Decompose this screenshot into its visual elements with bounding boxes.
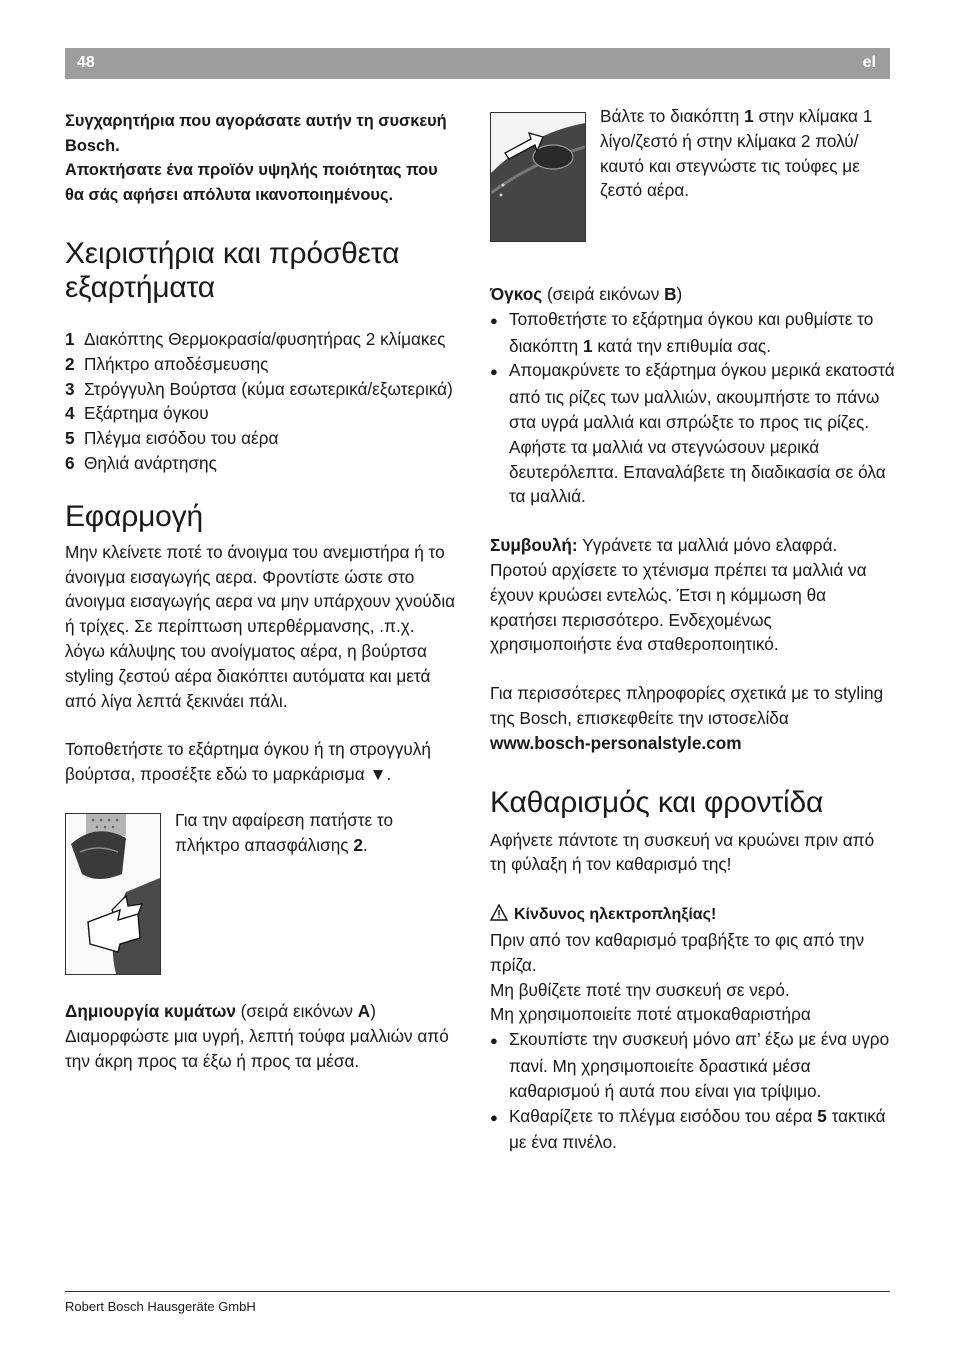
page-number: 48	[77, 54, 95, 71]
list-item: 5 Πλέγμα εισόδου του αέρα	[65, 428, 279, 449]
waves-paragraph: Δημιουργία κυμάτων (σειρά εικόνων A) Διαμορφώστε μια υγρή, λεπτή τούφα μαλλιών από την άκρη προς τα έξω ή προς τα μέσα.	[65, 1000, 449, 1071]
danger-line-2: Μη βυθίζετε ποτέ την συσκευή σε νερό.	[490, 979, 790, 1000]
list-item: ● Καθαρίζετε το πλέγμα εισόδου του αέρα 5 τακτικά με ένα πινέλο.	[490, 1105, 886, 1153]
volume-heading: Όγκος (σειρά εικόνων B)	[490, 284, 683, 304]
bullet-icon: ●	[490, 364, 498, 380]
danger-heading	[490, 901, 895, 928]
danger-title: Κίνδυνος ηλεκτροπληξίας!	[514, 906, 717, 924]
bullet-icon: ●	[490, 1109, 498, 1125]
list-item: 2 Πλήκτρο αποδέσμευσης	[65, 353, 269, 374]
switch-figure-row	[490, 106, 895, 242]
list-item: 6 Θηλιά ανάρτησης	[65, 452, 217, 473]
bullet-icon: ●	[490, 1033, 498, 1049]
danger-line-3: Μη χρησιμοποιείτε ποτέ ατμοκαθαριστήρα	[490, 1004, 811, 1025]
controls-list	[65, 327, 458, 476]
warning-triangle-icon	[490, 903, 508, 928]
list-item: ● Σκουπίστε την συσκευή μόνο απ’ έξω με ένα υγρο πανί. Μη χρησιμοποιείτε δραστικά μέσα καθαρισμού ή αυτά που είναι για τρίψιμο.	[490, 1029, 890, 1101]
right-column	[490, 106, 895, 1155]
application-paragraph-1: Μην κλείνετε ποτέ το άνοιγμα του ανεμιστήρα ή το άνοιγμα εισαγωγής αερα. Φροντίστε ώστε στο άνοιγμα εισαγωγής αερα να μην υπάρχουν χνούδια ή τρίχες. Σε περίπτωση υπερθέρμανσης, .π.χ. λόγω κάλυψης του ανοίγματος αέρα, η βούρτσα styling ζεστού αέρα διακόπτει αυτόματα και μετά από λίγα λεπτά ξεκινάει πάλι.	[65, 541, 456, 711]
switch-instruction: Βάλτε το διακόπτη 1 στην κλίμακα 1 λίγο/ζεστό ή στην κλίμακα 2 πολύ/καυτό και στεγνώστε τις τούφες με ζεστό αέρα.	[600, 106, 873, 201]
application-paragraph-2: Τοποθετήστε το εξάρτημα όγκου ή τη στρογγυλή βούρτσα, προσέξτε εδώ το μαρκάρισμα ▼.	[65, 739, 431, 785]
page-footer	[65, 1291, 890, 1314]
tip-paragraph: Συμβουλή: Υγράνετε τα μαλλιά μόνο ελαφρά. Προτού αρχίσετε το χτένισμα πρέπει τα μαλλιά να έχουν κρυώσει εντελώς. Έτσι η κόμμωση θα κρατήσει περισσότερο. Ενδεχομένως χρησιμοποιήστε ένα σταθεροποιητικό.	[490, 535, 867, 655]
waves-title: Δημιουργία κυμάτων	[65, 1000, 236, 1021]
cleaning-paragraph: Αφήνετε πάντοτε τη συσκευή να κρυώνει πριν από τη φύλαξη ή τον καθαρισμό της!	[490, 829, 875, 875]
removal-instruction: Για την αφαίρεση πατήστε το πλήκτρο απασφάλισης 2.	[175, 809, 394, 855]
application-heading: Εφαρμογή	[65, 499, 203, 533]
left-column	[65, 109, 458, 1073]
tip-label: Συμβουλή:	[490, 535, 578, 556]
bullet-icon: ●	[490, 312, 498, 328]
list-item: 1 Διακόπτης Θερμοκρασία/φυσητήρας 2 κλίμακες	[65, 329, 446, 349]
switch-illustration	[490, 112, 586, 242]
website-link[interactable]: www.bosch-personalstyle.com	[490, 732, 742, 753]
footer-company: Robert Bosch Hausgeräte GmbH	[65, 1299, 256, 1314]
controls-heading: Χειριστήρια και πρόσθετα εξαρτήματα	[65, 237, 400, 304]
cleaning-list	[490, 1027, 895, 1155]
danger-line-1: Πριν από τον καθαρισμό τραβήξτε το φις από την πρίζα.	[490, 929, 865, 975]
removal-figure-row	[65, 809, 458, 975]
language-code: el	[862, 54, 876, 71]
page-header-bar	[65, 48, 890, 79]
cleaning-heading: Καθαρισμός και φροντίδα	[490, 785, 824, 819]
intro-line-1: Συγχαρητήρια που αγοράσατε αυτήν τη συσκευή Bosch.	[65, 112, 447, 155]
removal-illustration	[65, 813, 161, 975]
list-item: 4 Εξάρτημα όγκου	[65, 403, 209, 424]
list-item: 3 Στρόγγυλη Βούρτσα (κύμα εσωτερικά/εξωτερικά)	[65, 378, 453, 399]
intro-line-2: Αποκτήσατε ένα προϊόν υψηλής ποιότητας που θα σάς αφήσει απόλυτα ικανοποιημένους.	[65, 161, 438, 204]
list-item: ● Απομακρύνετε το εξάρτημα όγκου μερικά εκατοστά από τις ρίζες των μαλλιών, ακουμπήστε το πάνω στα υγρά μαλλιά και σπρώξτε το προς τις ρίζες. Αφήστε τα μαλλιά να στεγνώσουν μερικά δευτερόλεπτα. Επαναλάβετε τη διαδικασία σε όλα τα μαλλιά.	[490, 360, 895, 507]
waves-text: Διαμορφώστε μια υγρή, λεπτή τούφα μαλλιών από την άκρη προς τα έξω ή προς τα μέσα.	[65, 1025, 449, 1071]
info-paragraph: Για περισσότερες πληροφορίες σχετικά με το styling της Bosch, επισκεφθείτε την ιστοσελίδα	[490, 683, 884, 728]
volume-title: Όγκος	[490, 284, 543, 304]
list-item: ● Τοποθετήστε το εξάρτημα όγκου και ρυθμίστε το διακόπτη 1 κατά την επιθυμία σας.	[490, 308, 874, 356]
volume-list	[490, 307, 895, 509]
